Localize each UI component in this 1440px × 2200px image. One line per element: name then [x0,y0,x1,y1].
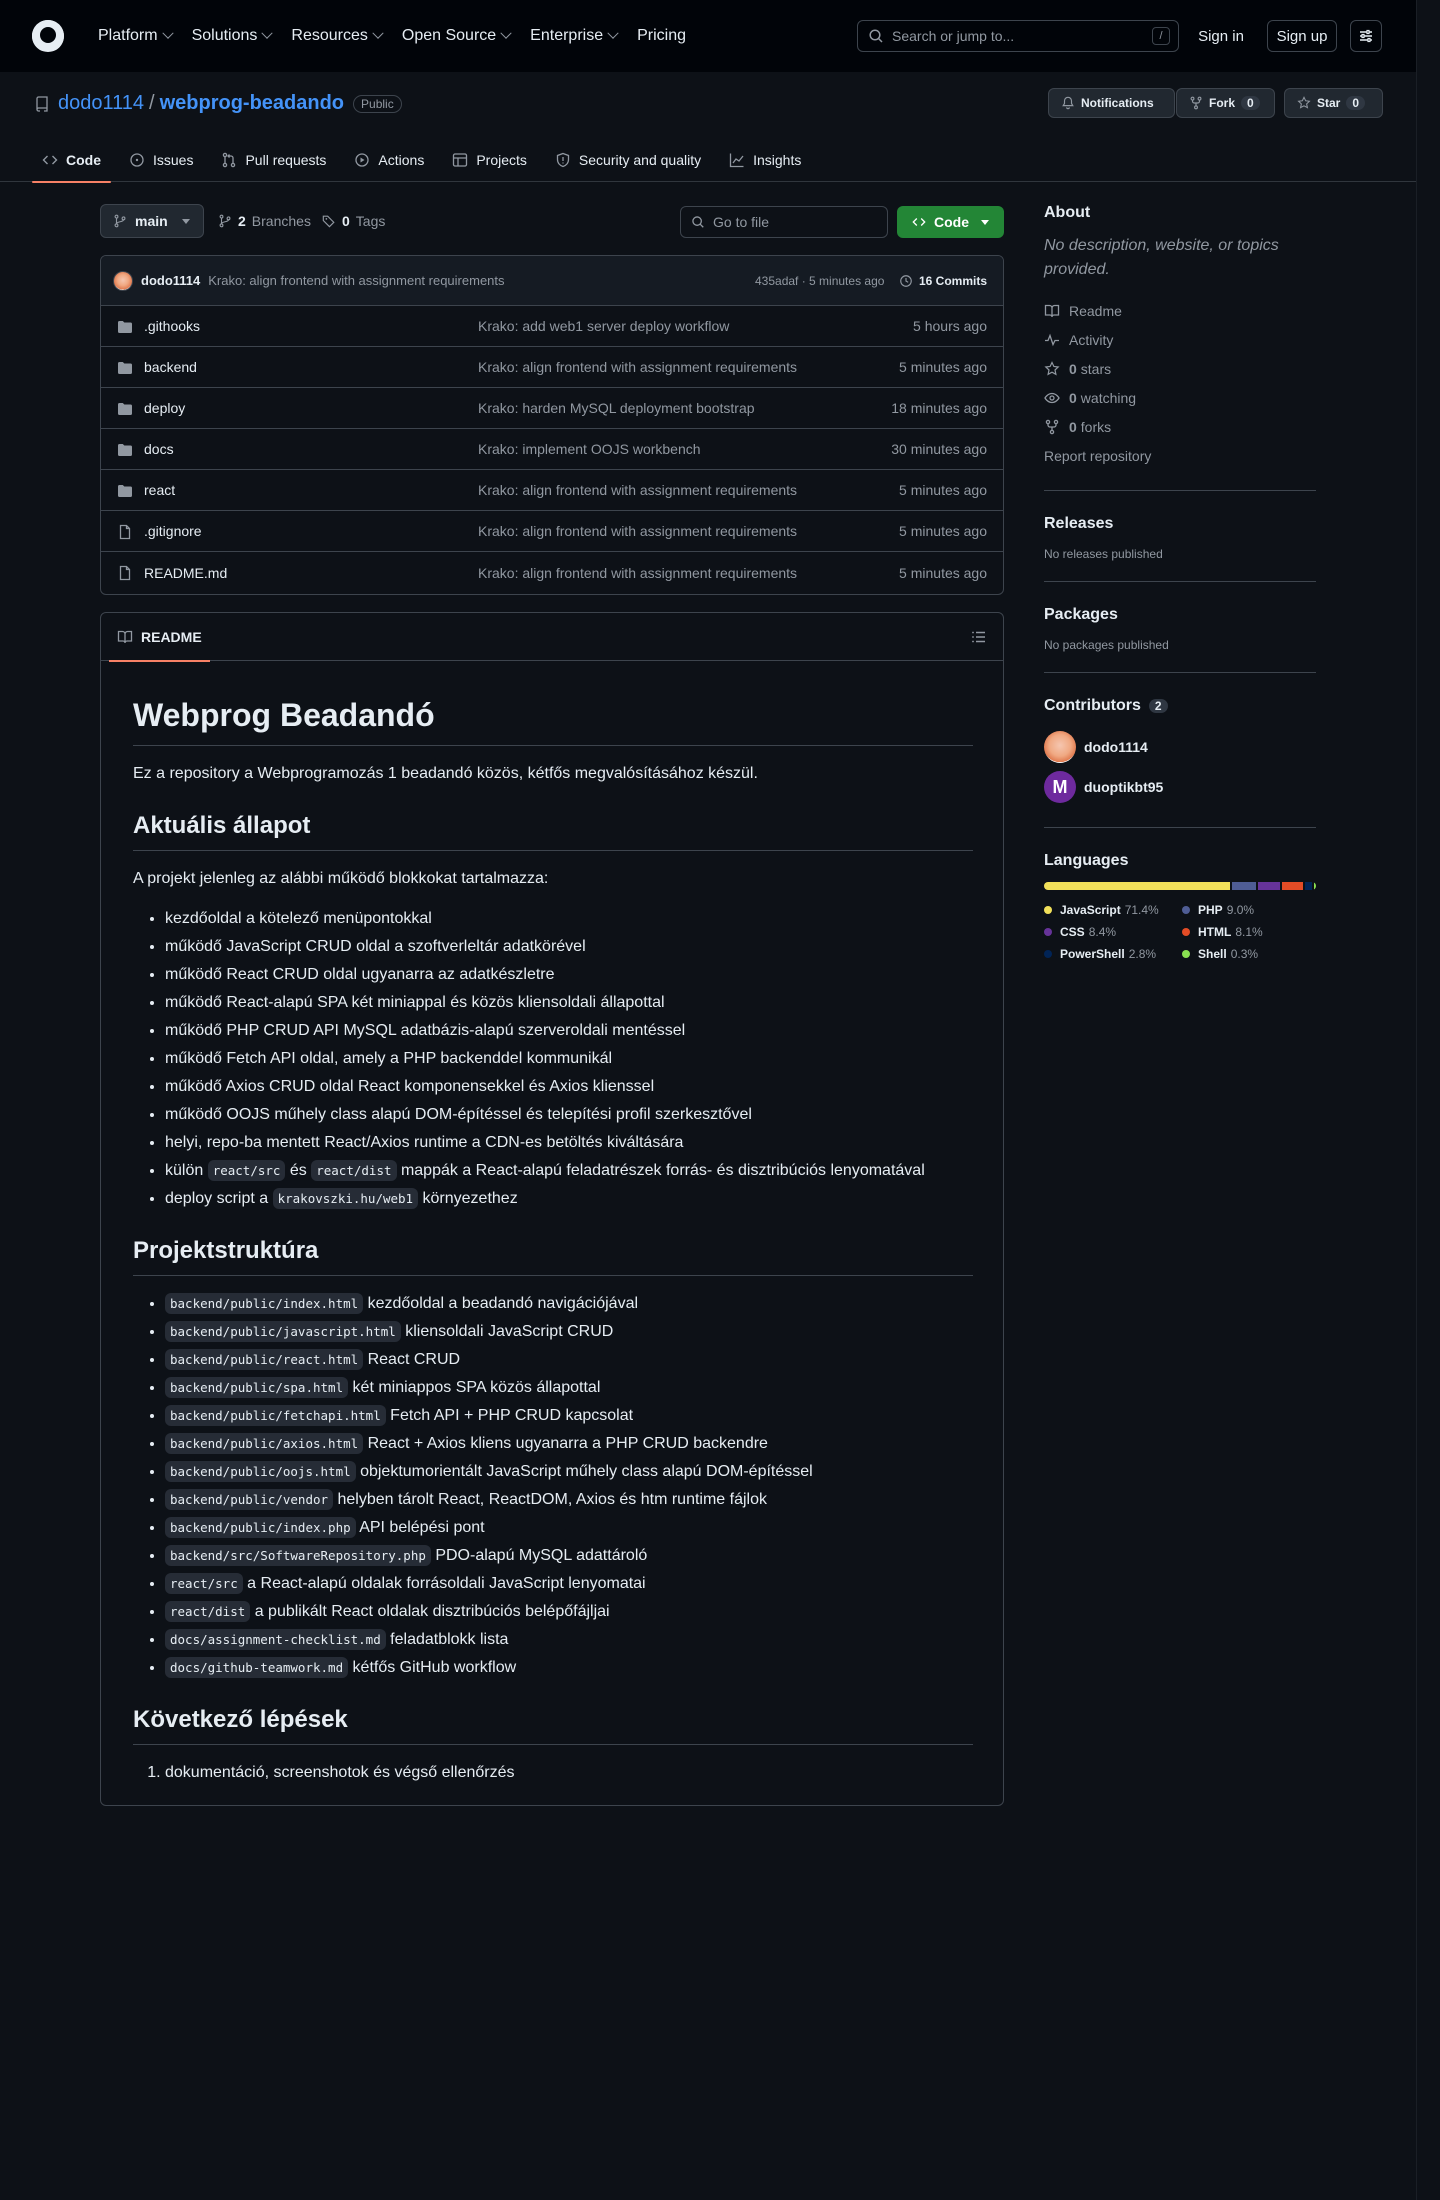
list-item [165,1460,973,1484]
search-icon [868,28,884,44]
branches-link[interactable] [218,204,311,238]
file-commit-time: 5 minutes ago [899,564,987,581]
tab-label: Issues [153,152,194,168]
list-item-text: és [285,1162,312,1179]
language-bar-segment [1282,882,1303,890]
star-label: Star [1317,96,1341,110]
inline-code: backend/public/index.html [165,1293,363,1314]
inline-code: backend/public/react.html [165,1349,363,1370]
list-item [165,1628,973,1652]
language-item[interactable] [1182,946,1258,962]
nav-item-platform[interactable] [88,18,182,54]
file-commit-time: 5 minutes ago [899,523,987,539]
sliders-menu-button[interactable] [1350,20,1382,52]
list-item [165,1376,973,1400]
inline-code: krakovszki.hu/web1 [273,1188,418,1209]
readme-heading-structure: Projektstruktúra [133,1233,973,1276]
file-name-link[interactable]: docs [144,441,174,457]
forks-count: 0 [1069,418,1077,435]
contributors-heading[interactable] [1044,697,1316,715]
structure-list [133,1292,973,1680]
about-heading: About [1044,204,1091,221]
file-icon [117,524,133,540]
no-releases-text: No releases published [1044,547,1163,561]
star-icon [1044,361,1060,377]
avatar [1044,771,1076,803]
repo-owner-link[interactable]: dodo1114 [58,92,145,114]
language-color-dot [1044,928,1052,936]
contributors-count: 2 [1149,699,1168,713]
readme-state-intro: A projekt jelenleg az alábbi működő blokkokat tartalmazza: [133,870,549,887]
list-item [165,935,973,959]
bell-icon [1061,96,1075,110]
file-commit-message[interactable]: Krako: implement OOJS workbench [478,441,701,457]
code-icon [912,215,926,229]
readme-link[interactable] [1044,296,1316,325]
list-item [165,1159,973,1183]
avatar [1044,731,1076,763]
fork-label: Fork [1209,96,1236,110]
search-placeholder: Search or jump to... [892,28,1015,44]
inline-code: react/src [165,1573,243,1594]
list-item-text: deploy script a [165,1190,273,1207]
file-row[interactable] [101,388,1003,429]
list-item [165,1292,973,1316]
file-commit-message[interactable]: Krako: add web1 server deploy workflow [478,318,730,334]
list-item-text: feladatblokk lista [385,1631,509,1648]
list-item-text: két miniappos SPA közös állapottal [348,1379,601,1396]
commits-count-label: 16 Commits [919,273,988,288]
search-icon [691,215,705,229]
nav-item-label: Open Source [401,27,497,44]
commit-author[interactable]: dodo1114 [141,273,201,288]
watching-label: watching [1080,389,1137,406]
avatar-initial: M [1052,776,1068,797]
go-to-file-input[interactable] [680,206,888,238]
notifications-button[interactable] [1048,88,1175,118]
folder-icon [117,319,133,335]
language-percent: 8.4% [1088,925,1117,939]
list-item-text: működő Fetch API oldal, amely a PHP backenddel kommunikál [165,1050,613,1067]
language-percent: 71.4% [1124,903,1159,917]
fork-button[interactable] [1176,88,1275,118]
folder-icon [117,401,133,417]
language-item[interactable] [1182,924,1263,940]
play-icon [354,152,370,168]
list-item-text: működő JavaScript CRUD oldal a szoftverleltár adatkörével [165,938,586,955]
file-commit-time: 5 minutes ago [899,359,987,375]
list-item-text: külön [165,1162,208,1179]
global-header [0,0,1416,72]
watching-count: 0 [1069,389,1077,406]
readme-heading-state: Aktuális állapot [133,808,973,851]
language-color-dot [1182,950,1190,958]
list-item-text: működő PHP CRUD API MySQL adatbázis-alapú szerveroldali mentéssel [165,1022,686,1039]
folder-icon [117,483,133,499]
tags-label: Tags [355,213,386,229]
stars-count: 0 [1069,360,1077,377]
forks-link[interactable] [1044,412,1316,441]
file-row[interactable] [101,470,1003,511]
releases-section [1044,490,1316,561]
inline-code: react/dist [311,1160,396,1181]
list-item [165,1047,973,1071]
tab-insights[interactable] [719,138,811,182]
inline-code: backend/public/spa.html [165,1377,348,1398]
inline-code: backend/src/SoftwareRepository.php [165,1545,431,1566]
nav-item-label: Platform [98,27,158,44]
list-item-text: objektumorientált JavaScript műhely class alapú DOM-építéssel [355,1463,813,1480]
list-item [165,1187,973,1211]
inline-code: docs/assignment-checklist.md [165,1629,386,1650]
branch-icon [218,214,232,228]
language-name: Shell [1198,947,1227,961]
branch-name: main [135,213,168,229]
language-bar-segment [1232,882,1255,890]
activity-link-label: Activity [1069,331,1114,348]
file-row[interactable] [101,347,1003,388]
notifications-label: Notifications [1081,96,1154,110]
file-row[interactable] [101,429,1003,470]
contributors-label: Contributors [1044,697,1141,714]
issue-icon [129,152,145,168]
language-bar-segment [1044,882,1230,890]
readme-intro: Ez a repository a Webprogramozás 1 beadandó közös, kétfős megvalósításához készül. [133,765,758,782]
forks-label: forks [1080,418,1112,435]
file-row[interactable] [101,552,1003,593]
file-name-link[interactable]: .githooks [144,318,201,334]
book-icon [117,629,133,645]
list-item-text: Fetch API + PHP CRUD kapcsolat [385,1407,634,1424]
file-name-link[interactable]: README.md [144,564,228,581]
inline-code: backend/public/javascript.html [165,1321,401,1342]
file-name-link[interactable]: react [144,482,176,498]
language-name: PHP [1198,903,1223,917]
inline-code: react/src [208,1160,286,1181]
fork-icon [1189,96,1203,110]
file-commit-time: 18 minutes ago [891,400,987,416]
list-item [165,907,973,931]
list-item [165,1103,973,1127]
nav-item-label: Solutions [191,27,258,44]
table-icon [452,152,468,168]
tab-label: Insights [753,152,802,168]
list-item: 1. dokumentáció, screenshotok és végső ellenőrzés [165,1761,973,1785]
tag-icon [322,214,336,228]
language-color-dot [1182,928,1190,936]
next-steps-list [133,1761,973,1785]
list-item-text: a publikált React oldalak disztribúciós belépőfájljai [250,1603,610,1620]
list-item [165,1544,973,1568]
list-item [165,1075,973,1099]
list-item-text: működő React CRUD oldal ugyanarra az adatkészletre [165,966,555,983]
outline-list-icon[interactable] [971,629,987,645]
inline-code: backend/public/oojs.html [165,1461,356,1482]
fork-count: 0 [1241,96,1260,110]
tab-label: Projects [476,152,527,168]
list-item-text: környezethez [418,1190,518,1207]
inline-code: docs/github-teamwork.md [165,1657,348,1678]
list-item [165,1320,973,1344]
chevron-down-icon [182,219,190,224]
list-item-text: kezdőoldal a beadandó navigációjával [363,1295,639,1312]
tab-label: Pull requests [245,152,327,168]
readme-heading-next: Következő lépések [133,1702,973,1745]
list-item [165,1572,973,1596]
state-list [133,907,973,1211]
branch-selector[interactable] [100,204,204,238]
folder-icon [117,360,133,376]
nav-item-enterprise[interactable] [520,18,627,54]
packages-heading[interactable]: Packages [1044,606,1118,623]
languages-heading: Languages [1044,852,1129,869]
languages-section [1044,827,1316,962]
list-item-text: a React-alapú oldalak forrásoldali JavaScript lenyomatai [242,1575,646,1592]
tab-actions[interactable] [344,138,434,182]
readme-tab-label: README [141,629,202,645]
file-name-link[interactable]: backend [144,359,197,375]
file-browser [100,255,1004,595]
go-to-file-placeholder: Go to file [713,214,770,230]
inline-code: backend/public/vendor [165,1489,333,1510]
inline-code: backend/public/axios.html [165,1433,363,1454]
sign-in-button[interactable]: Sign in [1198,27,1244,45]
file-name-link[interactable]: deploy [144,400,186,416]
list-item [165,1488,973,1512]
readme-header [101,613,1003,661]
latest-commit-row [101,256,1003,306]
language-item[interactable] [1044,924,1160,940]
list-item-text: kezdőoldal a kötelező menüpontokkal [165,910,432,927]
tab-label: Actions [378,152,425,168]
tags-link[interactable] [322,204,385,238]
list-item-text: kliensoldali JavaScript CRUD [400,1323,614,1340]
list-item [165,963,973,987]
list-item [165,1131,973,1155]
graph-icon [729,152,745,168]
language-bar-segment [1258,882,1280,890]
file-row[interactable] [101,306,1003,347]
list-item-text: kétfős GitHub workflow [348,1659,517,1676]
file-commit-message[interactable]: Krako: align frontend with assignment requirements [478,482,798,498]
tab-pull-requests[interactable] [211,138,336,182]
commit-meta[interactable]: 435adaf · 5 minutes ago [755,273,885,288]
sliders-icon [1358,28,1374,44]
star-count: 0 [1346,96,1365,110]
inline-code: react/dist [165,1601,250,1622]
contributor-name: dodo1114 [1084,739,1148,755]
activity-link[interactable] [1044,325,1316,354]
nav-item-label: Pricing [637,27,686,44]
eye-icon [1044,390,1060,406]
language-percent: 2.8% [1128,947,1157,961]
language-name: PowerShell [1060,947,1125,961]
language-percent: 8.1% [1235,925,1263,939]
about-description: No description, website, or topics provided. [1044,237,1279,278]
list-item [165,1019,973,1043]
search-input[interactable] [857,20,1179,52]
language-item[interactable] [1182,902,1254,918]
language-bar-segment [1314,882,1316,890]
visibility-badge: Public [353,95,402,113]
chevron-down-icon [607,28,618,39]
search-shortcut-key: / [1152,27,1170,45]
list-item [165,991,973,1015]
file-commit-message[interactable]: Krako: harden MySQL deployment bootstrap [478,400,755,416]
chevron-down-icon [372,28,383,39]
branch-icon [113,214,127,228]
tab-security-and-quality[interactable] [545,138,711,182]
repo-icon [34,96,50,112]
list-item-text: működő Axios CRUD oldal React komponensekkel és Axios klienssel [165,1078,655,1095]
tab-issues[interactable] [119,138,203,182]
repo-title-separator: / [149,92,155,114]
file-commit-message[interactable]: Krako: align frontend with assignment requirements [478,359,798,375]
language-item[interactable] [1044,946,1160,962]
pulse-icon [1044,332,1060,348]
list-item-text: PDO-alapú MySQL adattároló [430,1547,648,1564]
language-percent: 9.0% [1226,903,1255,917]
repo-sidebar [1044,204,1316,962]
list-item-text: működő React-alapú SPA két miniappal és közös kliensoldali állapottal [165,994,665,1011]
chevron-down-icon [981,220,989,225]
list-item-text: működő OOJS műhely class alapú DOM-építéssel és telepítési profil szerkesztővel [165,1106,752,1123]
language-name: HTML [1198,925,1232,939]
file-row[interactable] [101,511,1003,552]
readme-link-label: Readme [1069,302,1122,319]
tab-label: Security and quality [578,152,702,168]
tab-projects[interactable] [442,138,537,182]
avatar[interactable] [113,271,133,291]
list-item-text: mappák a React-alapú feladatrészek forrás- és disztribúciós lenyomatával [396,1162,925,1179]
report-repository-link[interactable]: Report repository [1044,447,1152,464]
chevron-down-icon [262,28,273,39]
watching-link[interactable] [1044,383,1316,412]
nav-item-label: Resources [291,27,368,44]
list-item [165,1600,973,1624]
file-icon [117,565,133,581]
contributor-name: duoptikbt95 [1084,779,1164,795]
chevron-down-icon [162,28,173,39]
nav-item-solutions[interactable] [182,18,282,54]
list-item [165,1516,973,1540]
language-list [1044,902,1316,962]
tab-code[interactable] [32,138,111,182]
sign-up-button[interactable]: Sign up [1267,20,1337,52]
contributors-section [1044,672,1316,807]
language-color-dot [1044,950,1052,958]
star-icon [1297,96,1311,110]
history-icon [899,274,913,288]
inline-code: backend/public/fetchapi.html [165,1405,386,1426]
list-item-text: React + Axios kliens ugyanarra a PHP CRUD backendre [363,1435,768,1452]
chevron-down-icon [501,28,512,39]
contributor-item[interactable] [1044,767,1316,807]
list-item [165,1656,973,1680]
language-percent: 0.3% [1230,947,1259,961]
packages-section [1044,581,1316,652]
file-commit-time: 30 minutes ago [891,441,987,457]
github-logo-icon[interactable] [32,20,64,52]
branches-label: Branches [251,213,311,229]
file-commit-message[interactable]: Krako: align frontend with assignment requirements [478,564,798,581]
folder-icon [117,442,133,458]
list-item-text: React CRUD [363,1351,461,1368]
language-color-dot [1182,906,1190,914]
book-icon [1044,303,1060,319]
file-commit-time: 5 hours ago [913,318,987,334]
file-commit-time: 5 minutes ago [899,482,987,498]
star-button[interactable] [1284,88,1383,118]
main-nav [88,18,696,54]
repository-header [0,72,1416,182]
fork-icon [1044,419,1060,435]
tab-label: Code [66,152,101,168]
branches-count: 2 [238,213,246,229]
no-packages-text: No packages published [1044,638,1169,652]
contributor-list [1044,727,1316,807]
readme-title: Webprog Beadandó [133,691,973,746]
language-name: JavaScript [1060,903,1121,917]
stars-link[interactable] [1044,354,1316,383]
list-item-text: API belépési pont [355,1519,485,1536]
file-commit-message[interactable]: Krako: align frontend with assignment requirements [478,523,798,539]
readme-tab[interactable] [109,613,210,661]
nav-item-pricing[interactable] [627,18,696,54]
commits-link[interactable] [899,274,987,288]
commit-message[interactable]: Krako: align frontend with assignment requirements [208,273,505,288]
tags-count: 0 [342,213,350,229]
shield-icon [555,152,571,168]
list-item-text: helyi, repo-ba mentett React/Axios runtime a CDN-es betöltés kiváltására [165,1134,684,1151]
code-dropdown-button[interactable] [897,206,1004,238]
language-name: CSS [1060,925,1085,939]
repo-name-link[interactable]: webprog-beadando [159,92,345,114]
nav-item-label: Enterprise [530,27,604,44]
readme-panel [100,612,1004,1806]
contributor-item[interactable] [1044,727,1316,767]
page-scrollbar[interactable] [1416,0,1440,2200]
pull-request-icon [221,152,237,168]
list-item-text: helyben tárolt React, ReactDOM, Axios és htm runtime fájlok [333,1491,767,1508]
readme-content [133,691,973,1801]
language-bar-segment [1305,882,1312,890]
code-icon [42,152,58,168]
language-item[interactable] [1044,902,1160,918]
repo-tabs [32,138,819,182]
stars-label: stars [1080,360,1112,377]
list-item [165,1404,973,1428]
code-button-label: Code [934,214,969,230]
file-list [101,306,1003,593]
releases-heading[interactable]: Releases [1044,515,1114,532]
list-item [165,1432,973,1456]
inline-code: backend/public/index.php [165,1517,356,1538]
file-name-link[interactable]: .gitignore [144,523,202,539]
language-bar [1044,882,1316,890]
repo-title [34,92,402,115]
language-color-dot [1044,906,1052,914]
nav-item-open-source[interactable] [392,18,520,54]
nav-item-resources[interactable] [281,18,391,54]
list-item [165,1348,973,1372]
